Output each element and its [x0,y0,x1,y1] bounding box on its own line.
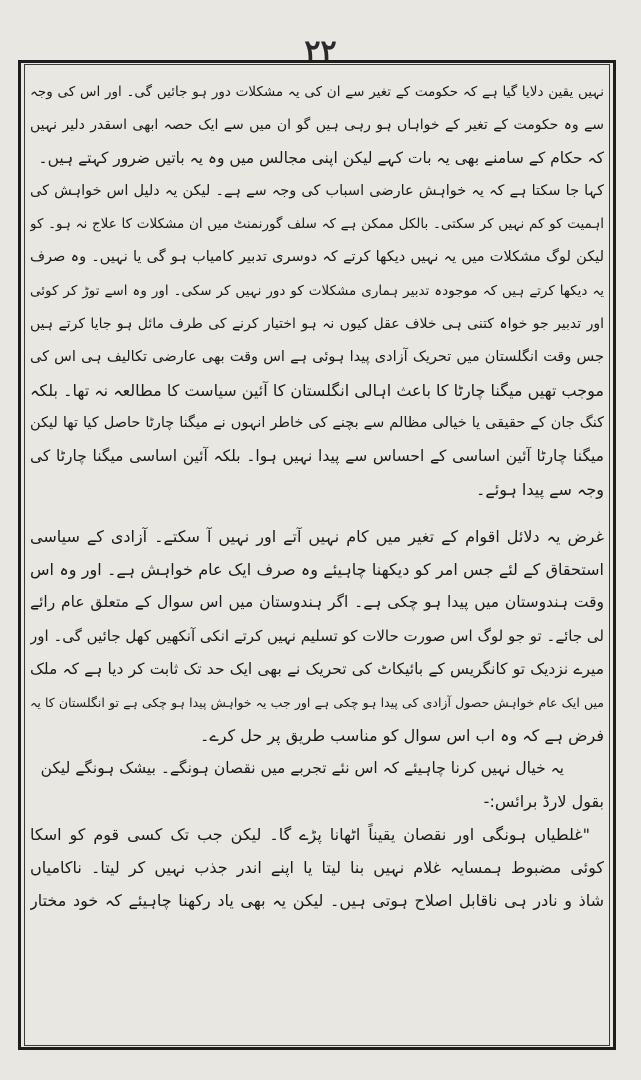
quote-line: شاذ و نادر ہی ناقابل اصلاح ہوتی ہیں۔ لیکن یہ بھی یاد رکھنا چاہیئے کہ خود مختار [30,891,604,911]
text-line: لیکن لوگ مشکلات میں یہ نہیں دیکھا کرتے کہ دوسری تدبیر کامیاب ہو گی یا نہیں۔ وہ صرف [30,249,604,266]
body-text [30,76,604,1036]
text-line: میرے نزدیک تو کانگریس کے بائیکاٹ کی تحریک نے بھی ایک حد تک ثابت کر دیا ہے کہ ملک [30,659,604,678]
text-line: لی جائے۔ تو جو لوگ اس صورت حالات کو تسلیم نہیں کرتے انکی آنکھیں کھل جائیں گی۔ اور [30,626,604,645]
text-line: کہا جا سکتا ہے کہ یہ خواہش عارضی اسباب کی وجہ سے ہے۔ لیکن یہ دلیل اس خواہش کی [30,183,604,200]
text-line: کنگ جان کے حقیقی یا خیالی مظالم سے بچنے کی خاطر انہوں نے میگنا چارٹا حاصل کیا تھا لیکن [30,414,604,431]
text-line: فرض ہے کہ وہ اب اس سوال کو مناسب طریق پر حل کرے۔ [199,725,604,745]
text-line: نہیں یقین دلایا گیا ہے کہ حکومت کے تغیر سے ان کی یہ مشکلات دور ہو جائیں گی۔ اور اس کی وجہ [30,84,604,100]
quote-line: کوئی مضبوط ہمسایہ غلام نہیں بنا لیتا یا اپنے اندر جذب نہیں کر لیتا۔ ناکامیاں [30,858,604,878]
text-line: سے وہ حکومت کے تغیر کے خواہاں ہو رہی ہیں گو ان میں سے ایک حصہ ابھی اسقدر دلیر نہیں [30,117,604,134]
paragraph-gap [30,506,604,520]
quote-line: "غلطیاں ہونگی اور نقصان یقیناً اٹھانا پڑے گا۔ لیکن جب تک کسی قوم کو اسکا [30,825,590,845]
text-line: بقول لارڈ برائس:- [483,791,604,811]
text-line: اہمیت کو کم نہیں کر سکتی۔ بالکل ممکن ہے کہ سلف گورنمنٹ میں ان مشکلات کا علاج نہ ہو۔ کو [30,216,604,233]
text-line: میں ایک عام خواہش حصول آزادی کی پیدا ہو چکی ہے اور جب یہ خواہش پیدا ہو چکی ہے تو انگلستان کا یہ [30,694,604,710]
text-line: کہ حکام کے سامنے بھی یہ بات کہے لیکن اپنی مجالس میں وہ یہ باتیں ضرور کہتے ہیں۔ [38,149,604,168]
text-line: غرض یہ دلائل اقوام کے تغیر میں کام نہیں آتے اور نہیں آ سکتے۔ آزادی کے سیاسی [30,527,604,547]
text-line: وقت ہندوستان میں پیدا ہو چکی ہے۔ اگر ہندوستان میں اس سوال کے متعلق عام رائے [30,593,604,612]
text-line: میگنا چارٹا آئین اساسی کے احساس سے پیدا نہیں ہوا۔ بلکہ آئین اساسی میگنا چارٹا کی [30,447,604,466]
page-number: ۲۲ [304,34,337,69]
text-line: جس وقت انگلستان میں تحریک آزادی پیدا ہوئی ہے اس وقت بھی عارضی تکالیف ہی اس کی [30,348,604,365]
text-line: استحقاق کے لئے جس امر کو دیکھنا چاہیئے وہ صرف ایک عام خواہش ہے۔ اور وہ اس [30,560,604,580]
text-line: وجہ سے پیدا ہوئے۔ [476,480,604,500]
text-line: یہ دیکھا کرتے ہیں کہ موجودہ تدبیر ہماری مشکلات کو دور نہیں کر سکی۔ اور وہ اسے توڑ کر کوئی [30,282,604,299]
text-line: یہ خیال نہیں کرنا چاہیئے کہ اس نئے تجربے میں نقصان ہونگے۔ بیشک ہونگے لیکن [40,758,564,777]
text-line: موجب تھیں میگنا چارٹا کا باعث اہالی انگلستان کا آئین سیاست کا مطالعہ نہ تھا۔ بلکہ [30,380,604,400]
text-line: اور تدبیر جو خواہ کتنی ہی خلاف عقل کیوں نہ ہو اختیار کرنے کی طرف مائل ہو جایا کرتے ہیں [30,315,604,332]
